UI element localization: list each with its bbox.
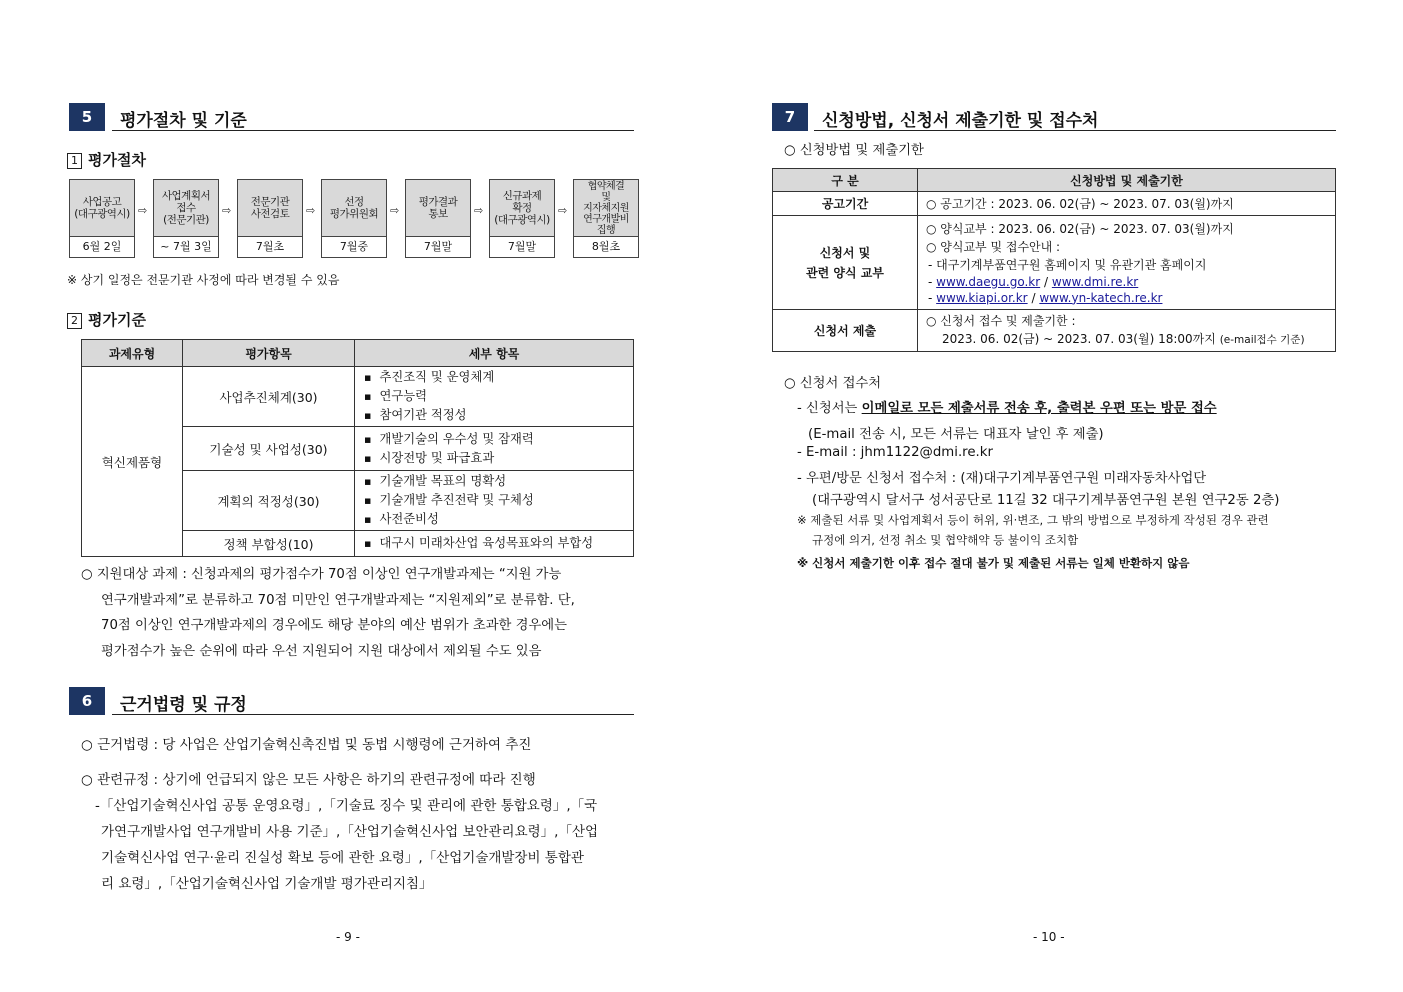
dash: - [928,274,933,289]
section-title-evaluation: 평가절차 및 기준 [120,111,247,131]
page-number: - 10 - [1033,930,1065,944]
detail-item: ▪ 참여기관 적정성 [364,406,632,425]
rules-line: 가연구개발사업 연구개발비 사용 기준」,「산업기술혁신사업 보안관리요령」,「산업 [101,824,599,840]
subheading-text: 평가기준 [88,311,146,329]
detail-item: ▪ 개발기술의 우수성 및 잠재력 [364,430,632,449]
content-line: - 대구기계부품연구원 홈페이지 및 유관기관 홈페이지 [928,257,1207,272]
content-line [926,330,1334,349]
criteria-details [355,531,634,557]
criteria-details [355,367,634,427]
table-header: 평가항목 [183,340,355,367]
detail-item: ▪ 시장전망 및 파급효과 [364,449,632,468]
link-kiapi[interactable]: www.kiapi.or.kr [936,290,1028,305]
rules-line: 기술혁신사업 연구·윤리 진실성 확보 등에 관한 요령」,「산업기술개발장비 통합관 [101,850,584,866]
label-line: 신청서 및 [819,245,871,260]
receipt-line-2: (E-mail 전송 시, 모든 서류는 대표자 날인 후 제출) [808,427,1104,442]
arrow-icon: ⇨ [222,204,232,217]
link-dmi[interactable]: www.dmi.re.kr [1051,274,1139,289]
step-1 [69,179,135,258]
receipt-address: (대구광역시 달서구 성서공단로 11길 32 대구기계부품연구원 본원 연구2동 2층) [812,493,1280,508]
table-header: 세부 항목 [355,340,634,367]
row-label: 신청서 제출 [773,310,918,352]
step-3 [237,179,303,258]
links-row-2 [926,290,1334,306]
table-header: 구 분 [773,169,918,192]
step-label: 평가결과 통보 [405,179,471,237]
detail-item: ▪ 기술개발 목표의 명확성 [364,472,632,491]
schedule-note: ※ 상기 일정은 전문기관 사정에 따라 변경될 수 있음 [67,273,340,287]
section-number-5: 5 [69,103,105,131]
subheading-criteria [67,309,146,330]
criteria-item: 정책 부합성(10) [183,531,355,557]
support-line: ○ 지원대상 과제 : 신청과제의 평가점수가 70점 이상인 연구개발과제는 “지원 가능 [81,567,562,582]
step-2 [153,179,219,258]
rules-line: 리 요령」,「산업기술혁신사업 기술개발 평가관리지침」 [101,876,433,892]
support-line: 평가점수가 높은 순위에 따라 우선 지원되어 지원 대상에서 제외될 수도 있음 [101,644,542,659]
step-date: 6월 2일 [69,237,135,258]
support-line: 70점 이상인 연구개발과제의 경우에도 해당 분야의 예산 범위가 초과한 경우에는 [101,618,567,633]
row-label: 공고기간 [773,192,918,216]
step-5 [405,179,471,258]
detail-item: ▪ 대구시 미래차산업 육성목표와의 부합성 [364,534,632,553]
content-line: ○ 양식교부 : 2023. 06. 02(금) ~ 2023. 07. 03(월)까지 [926,221,1234,236]
dash: - [928,290,933,305]
support-line: 연구개발과제”로 분류하고 70점 미만인 연구개발과제는 “지원제외”로 분류함. 단, [101,593,575,608]
project-type-cell: 혁신제품형 [82,367,183,557]
rules-line: -「산업기술혁신사업 공통 운영요령」,「기술료 징수 및 관리에 관한 통합요령」,「국 [95,798,598,814]
table-header: 과제유형 [82,340,183,367]
arrow-icon: ⇨ [138,204,148,217]
method-heading: ○ 신청방법 및 제출기한 [784,143,924,158]
subheading-procedure [67,149,146,170]
receipt-prefix: - 신청서는 [797,401,862,416]
section-underline [112,714,634,715]
application-table [772,168,1336,352]
step-4 [321,179,387,258]
detail-item: ▪ 추진조직 및 운영체계 [364,368,632,387]
section-underline [814,130,1336,131]
row-content [918,310,1336,352]
step-date: 7월초 [237,237,303,258]
law-basis: ○ 근거법령 : 당 사업은 산업기술혁신촉진법 및 동법 시행령에 근거하여 추진 [81,737,532,753]
criteria-details [355,427,634,471]
criteria-item: 계획의 적정성(30) [183,471,355,531]
step-label: 신규과제 확정 (대구광역시) [489,179,555,237]
section-number-6: 6 [69,687,105,715]
detail-item: ▪ 기술개발 추진전략 및 구체성 [364,491,632,510]
related-rules: ○ 관련규정 : 상기에 언급되지 않은 모든 사항은 하기의 관련규정에 따라 진행 [81,772,536,788]
sub-number-box: 2 [67,313,82,329]
step-date: 8월초 [573,237,639,258]
arrow-icon: ⇨ [474,204,484,217]
links-row-1 [926,274,1334,290]
criteria-table [81,339,634,557]
arrow-icon: ⇨ [390,204,400,217]
step-6 [489,179,555,258]
content-line: ○ 양식교부 및 접수안내 : [926,239,1061,254]
receipt-address-title: - 우편/방문 신청서 접수처 : (재)대구기계부품연구원 미래자동차사업단 [797,471,1207,486]
arrow-icon: ⇨ [558,204,568,217]
criteria-item: 사업추진체계(30) [183,367,355,427]
step-date: 7월중 [321,237,387,258]
section-title-law: 근거법령 및 규정 [120,695,247,715]
subheading-text: 평가절차 [88,151,146,169]
section-underline [112,130,634,131]
warning-note-2: 규정에 의거, 선정 취소 및 협약해약 등 불이익 조치함 [812,533,1079,547]
receipt-heading: ○ 신청서 접수처 [784,376,882,391]
section-title-application: 신청방법, 신청서 제출기한 및 접수처 [822,111,1099,131]
step-date: 7월말 [489,237,555,258]
sub-number-box: 1 [67,153,82,169]
deadline-text: 2023. 06. 02(금) ~ 2023. 07. 03(월) 18:00까지 [942,332,1216,346]
deadline-note: (e-mail접수 기준) [1219,334,1305,346]
separator: / [1031,290,1036,305]
criteria-item: 기술성 및 사업성(30) [183,427,355,471]
link-daegu[interactable]: www.daegu.go.kr [936,274,1041,289]
receipt-emphasis: 이메일로 모든 제출서류 전송 후, 출력본 우편 또는 방문 접수 [861,401,1217,416]
step-label: 전문기관 사전검토 [237,179,303,237]
separator: / [1044,274,1049,289]
step-7 [573,179,639,258]
section-number-7: 7 [772,103,808,131]
step-date: ~ 7월 3일 [153,237,219,258]
step-label: 사업공고 (대구광역시) [69,179,135,237]
content-line: ○ 신청서 접수 및 제출기한 : [926,314,1076,328]
receipt-email: - E-mail : jhm1122@dmi.re.kr [797,445,993,460]
row-label [773,216,918,310]
warning-note-1: ※ 제출된 서류 및 사업계획서 등이 허위, 위·변조, 그 밖의 방법으로 부정하게 작성된 경우 관련 [797,513,1269,527]
step-label: 사업계획서 접수 (전문기관) [153,179,219,237]
detail-item: ▪ 연구능력 [364,387,632,406]
table-header: 신청방법 및 제출기한 [918,169,1336,192]
row-content: ○ 공고기간 : 2023. 06. 02(금) ~ 2023. 07. 03(월)까지 [918,192,1336,216]
step-date: 7월말 [405,237,471,258]
detail-item: ▪ 사전준비성 [364,510,632,529]
link-katech[interactable]: www.yn-katech.re.kr [1039,290,1163,305]
row-content [918,216,1336,310]
criteria-details [355,471,634,531]
warning-note-bold: ※ 신청서 제출기한 이후 접수 절대 불가 및 제출된 서류는 일체 반환하지 않음 [797,556,1190,570]
receipt-line-1 [797,397,1217,416]
label-line: 관련 양식 교부 [806,265,884,280]
step-label: 선정 평가위원회 [321,179,387,237]
page-number: - 9 - [336,930,360,944]
arrow-icon: ⇨ [306,204,316,217]
step-label: 협약체결 및 지자체지원 연구개발비 집행 [573,179,639,237]
